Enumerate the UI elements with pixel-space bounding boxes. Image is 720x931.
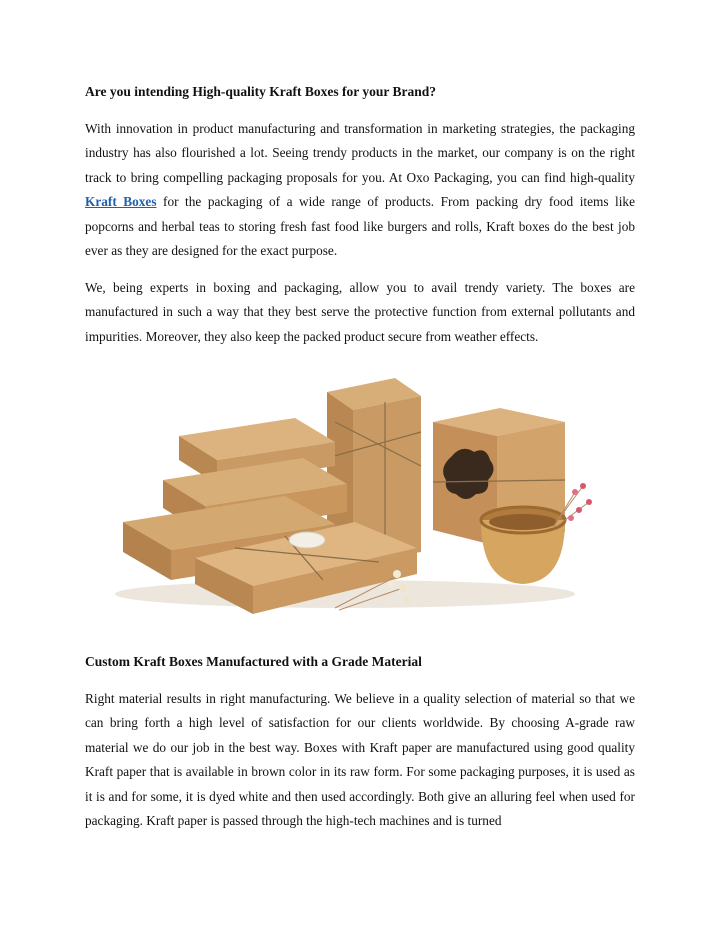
section-heading-material: Custom Kraft Boxes Manufactured with a Grade Material — [85, 654, 422, 669]
kraft-boxes-link[interactable]: Kraft Boxes — [85, 194, 157, 210]
intro-paragraph — [85, 117, 635, 263]
intro-text-end: for the packaging of a wide range of products. From packing dry food items like popcorns and herbal teas to storing fresh fast food like burgers and rolls, Kraft boxes do the best job ever as they are designed for the exact purpose. — [85, 194, 635, 259]
expertise-paragraph: We, being experts in boxing and packaging, allow you to avail trendy variety. The boxes are manufactured in such a way that they best serve the protective function from external pollutants and impurities. Moreover, they also keep the packed product secure from weather effects. — [85, 280, 635, 344]
intro-text-start: With innovation in product manufacturing and transformation in marketing strategies, the packaging industry has also flourished a lot. Seeing trendy products in the market, our company is on the right track to bring compelling packaging proposals for you. At Oxo Packaging, you can find high-quality — [85, 121, 635, 185]
material-paragraph: Right material results in right manufacturing. We believe in a quality selection of material so that we can bring forth a high level of satisfaction for our clients worldwide. By choosing A-grade raw material we do our job in the best way. Boxes with Kraft paper are manufactured using good quality Kraft paper that is available in brown color in its raw form. For some packaging purposes, it is used as it is and for some, it is dyed white and then used accordingly. Both give an alluring feel when used for packaging. Kraft paper is passed through the high-tech machines and is turned — [85, 691, 635, 829]
section-heading: Are you intending High-quality Kraft Boxes for your Brand? — [85, 84, 437, 99]
kraft-boxes-photo — [85, 362, 635, 640]
